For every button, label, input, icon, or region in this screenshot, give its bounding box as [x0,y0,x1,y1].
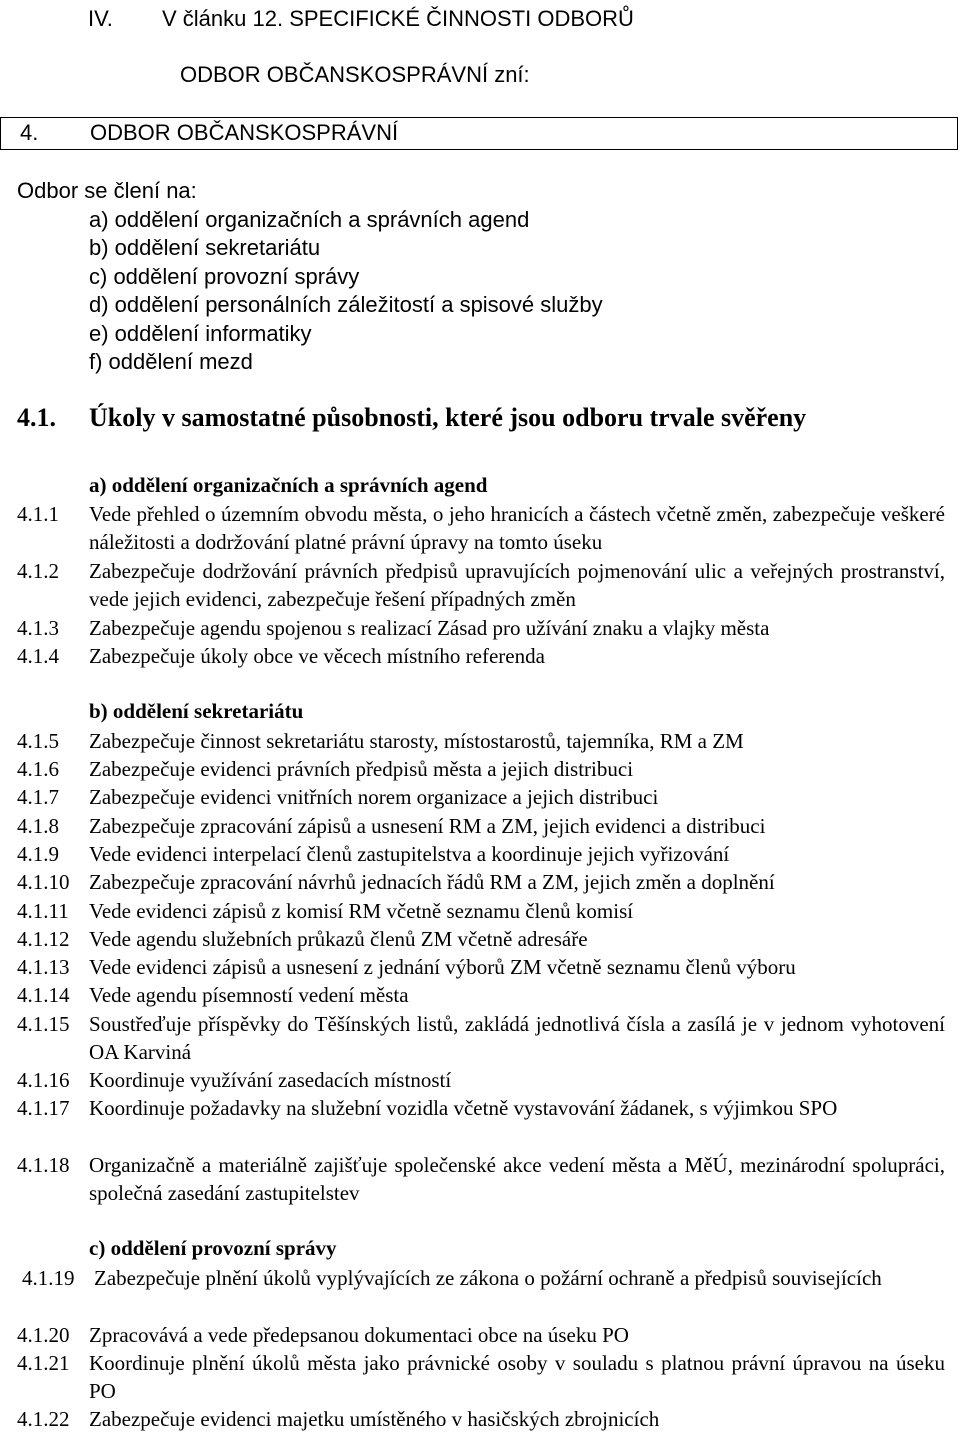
intro-text: Odbor se člení na: [17,178,197,203]
department-list [89,206,603,376]
item-number: 4.1.15 [17,1012,70,1036]
list-item [22,1264,922,1292]
item-text: Vede evidenci zápisů a usnesení z jednání výborů ZM včetně seznamu členů výboru [89,955,796,979]
item-text: Zabezpečuje plnění úkolů vyplývajících ze zákona o požární ochraně a předpisů souvisejících [94,1266,882,1290]
item-text: Zabezpečuje agendu spojenou s realizací Zásad pro užívání znaku a vlajky města [89,616,770,640]
item-number: 4.1.18 [17,1153,70,1177]
item-text: Vede evidenci interpelací členů zastupitelstva a koordinuje jejich vyřizování [89,842,730,866]
subtitle-rest: zní: [488,62,530,87]
amendment-heading [88,6,788,34]
section-heading: Úkoly v samostatné působnosti, které jsou odboru trvale svěřeny [89,403,807,432]
list-item [17,500,945,557]
item-text: Vede přehled o územním obvodu města, o jeho hranicích a částech včetně změn, zabezpečuje veškeré náležitosti a dodržování platné právní úpravy na tomto úseku [89,502,945,555]
subtitle-bold: ODBOR OBČANSKOSPRÁVNÍ [180,62,489,87]
item-number: 4.1.20 [17,1323,70,1347]
item-text: Zabezpečuje evidenci majetku umístěného v hasičských zbrojnicích [89,1407,660,1431]
list-item [17,1066,945,1094]
list-item: b) oddělení sekretariátu [89,235,321,261]
list-item [17,1010,945,1067]
list-item [17,727,945,755]
group-heading-a: a) oddělení organizačních a správních agend [89,473,488,497]
list-item [17,557,945,614]
list-item: e) oddělení informatiky [89,320,312,346]
item-number: 4.1.1 [17,502,59,526]
item-text: Soustřeďuje příspěvky do Těšínských listů, zakládá jednotlivá čísla a zasílá je v jednom vyhotovení OA Karviná [89,1012,945,1065]
item-number: 4.1.12 [17,927,70,951]
item-text: Zabezpečuje zpracování návrhů jednacích řádů RM a ZM, jejich změn a doplnění [89,870,775,894]
list-item: d) oddělení personálních záležitostí a spisové služby [89,292,603,318]
list-item: c) oddělení provozní správy [89,263,360,289]
item-text: Zabezpečuje zpracování zápisů a usnesení RM a ZM, jejich evidenci a distribuci [89,814,766,838]
item-number: 4.1.6 [17,757,59,781]
list-item [17,755,945,783]
list-item [17,925,945,953]
group-heading-c: c) oddělení provozní správy [89,1236,337,1260]
department-title: ODBOR OBČANSKOSPRÁVNÍ [90,120,399,145]
item-number: 4.1.7 [17,785,59,809]
item-text: Vede agendu služebních průkazů členů ZM včetně adresáře [89,927,588,951]
list-item [17,614,945,642]
list-item [17,1405,945,1433]
item-number: 4.1.8 [17,814,59,838]
amendment-title: V článku 12. SPECIFICKÉ ČINNOSTI ODBORŮ [162,6,634,31]
item-text: Koordinuje využívání zasedacích místností [89,1068,452,1092]
item-number: 4.1.9 [17,842,59,866]
list-item [17,1349,945,1406]
item-number: 4.1.11 [17,899,69,923]
group-heading-b: b) oddělení sekretariátu [89,699,304,723]
list-item [17,1151,945,1208]
amendment-number: IV. [88,6,113,31]
list-item [17,642,945,670]
list-item [17,812,945,840]
item-number: 4.1.10 [17,870,70,894]
item-text: Zpracovává a vede předepsanou dokumentaci obce na úseku PO [89,1323,629,1347]
item-text: Zabezpečuje činnost sekretariátu starosty, místostarostů, tajemníka, RM a ZM [89,729,744,753]
item-number: 4.1.17 [17,1096,70,1120]
item-text: Zabezpečuje evidenci právních předpisů města a jejich distribuci [89,757,634,781]
item-number: 4.1.21 [17,1351,70,1375]
item-text: Zabezpečuje dodržování právních předpisů upravujících pojmenování ulic a veřejných prostranství, vede jejich evidenci, zabezpečuje řešení případných změn [89,559,945,612]
item-text: Organizačně a materiálně zajišťuje společenské akce vedení města a MěÚ, mezinárodní spolupráci, společná zasedání zastupitelstev [89,1153,945,1206]
item-number: 4.1.5 [17,729,59,753]
department-box [0,117,958,150]
list-item [17,840,945,868]
list-item [17,783,945,811]
list-item [17,1321,945,1349]
item-number: 4.1.13 [17,955,70,979]
item-number: 4.1.16 [17,1068,70,1092]
section-number: 4.1. [17,403,56,432]
list-item [17,953,945,981]
item-text: Vede evidenci zápisů z komisí RM včetně seznamu členů komisí [89,899,634,923]
list-item [17,868,945,896]
list-item: a) oddělení organizačních a správních agend [89,207,530,232]
item-text: Vede agendu písemností vedení města [89,983,409,1007]
list-item [17,981,945,1009]
item-number: 4.1.3 [17,616,59,640]
list-item [17,1094,945,1122]
item-number: 4.1.14 [17,983,70,1007]
item-text: Koordinuje plnění úkolů města jako právnické osoby v souladu s platnou právní úpravou na úseku PO [89,1351,945,1404]
item-text: Zabezpečuje evidenci vnitřních norem organizace a jejich distribuci [89,785,659,809]
item-text: Zabezpečuje úkoly obce ve věcech místního referenda [89,644,545,668]
item-text: Koordinuje požadavky na služební vozidla včetně vystavování žádanek, s výjimkou SPO [89,1096,838,1120]
item-number: 4.1.22 [17,1407,70,1431]
amendment-subtitle [180,62,530,88]
item-number: 4.1.19 [22,1266,75,1290]
item-number: 4.1.2 [17,559,59,583]
item-number: 4.1.4 [17,644,59,668]
department-number: 4. [20,120,39,145]
list-item: f) oddělení mezd [89,349,253,375]
list-item [17,897,945,925]
